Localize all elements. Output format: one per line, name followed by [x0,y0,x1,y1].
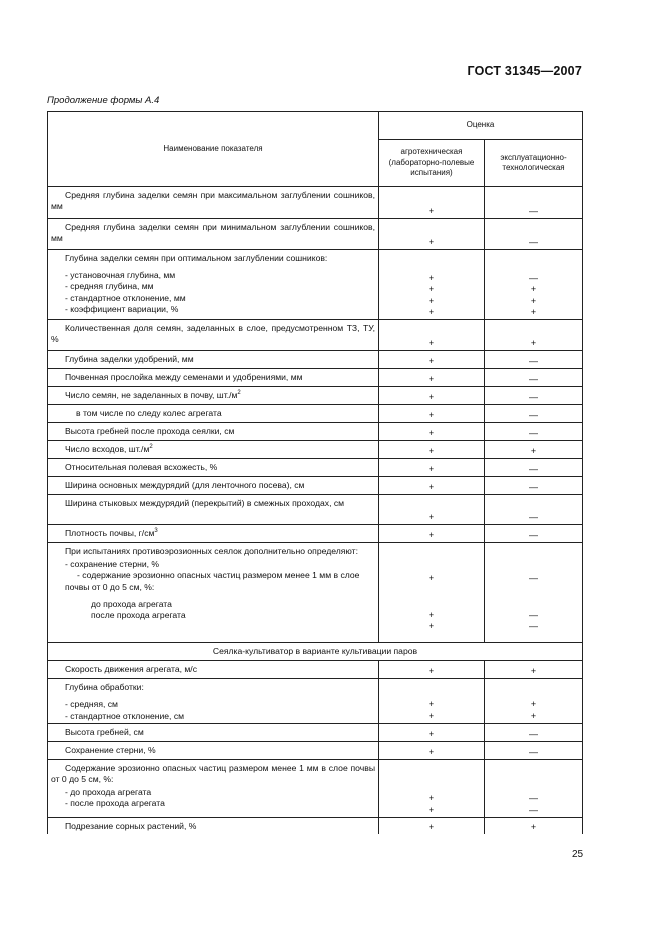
exploit-value: — [529,273,538,284]
form-caption: Продолжение формы А.4 [47,95,160,106]
exploit-value: + [530,306,537,317]
list-item: - содержание эрозионно опасных частиц размером менее 1 мм в слое почвы от 0 до 5 см, %: [65,570,360,592]
table-row [48,459,583,477]
exploit-value: — [485,351,583,369]
row-label: Плотность почвы, $г/см^3$ [48,525,379,543]
header-exploit: эксплуатационно-технологическая [485,140,583,187]
exploit-value: — [529,621,538,632]
exploit-value: — [529,793,538,804]
agro-value: + [379,351,485,369]
table-row [48,441,583,459]
row-label: Число семян, не заделанных в почву, $шт./м^2$ [48,387,379,405]
table-row [48,405,583,423]
exploit-value: — [485,495,583,525]
agro-value: + [428,295,435,306]
agro-value: + [379,387,485,405]
exploit-value: — [485,477,583,495]
agro-value: + [428,573,435,583]
table-row [48,423,583,441]
agro-value: + [379,477,485,495]
list-item: - сохранение стерни, % [65,559,160,570]
table-row [48,477,583,495]
table-row [48,543,583,643]
row-label: Почвенная прослойка между семенами и удобрениями, мм [48,369,379,387]
agro-value: + [379,525,485,543]
table-row [48,759,583,817]
list-item: - коэффициент вариации, % [65,303,179,314]
header-agro: агротехническая (лабораторно-полевые испытания) [379,140,485,187]
row-label: Глубина заделки удобрений, мм [48,351,379,369]
row-label: Глубина обработки: [65,682,144,693]
agro-value: + [428,284,435,295]
header-indicator: Наименование показателя [48,112,379,187]
agro-value: + [379,459,485,477]
exploit-value: — [485,741,583,759]
table-row [48,723,583,741]
table-row [48,817,583,834]
agro-value: + [379,405,485,423]
exploit-value: — [485,387,583,405]
row-label: Высота гребней после прохода сеялки, см [48,423,379,441]
exploit-value: — [529,573,538,583]
exploit-value: — [529,804,538,815]
table-row [48,369,583,387]
agro-value: + [428,793,435,804]
row-label: Скорость движения агрегата, м/с [48,661,379,679]
row-label: Ширина стыковых междурядий (перекрытий) в смежных проходах, см [48,495,379,525]
row-label: Высота гребней, см [48,723,379,741]
agro-value: + [379,441,485,459]
list-item: - до прохода агрегата [65,787,152,798]
table-row [48,351,583,369]
exploit-value: + [485,817,583,834]
list-item: - стандартное отклонение, см [65,710,185,721]
row-label: Количественная доля семян, заделанных в слое, предусмотренном ТЗ, ТУ, % [48,320,379,351]
table-row [48,679,583,724]
row-label: При испытаниях противоэрозионных сеялок дополнительно определяют: [65,546,358,556]
list-subitem: после прохода агрегата [91,610,186,621]
header-rating: Оценка [379,112,583,140]
exploit-value: + [530,699,537,710]
row-label: Подрезание сорных растений, % [48,817,379,834]
table-row [48,320,583,351]
agro-value: + [428,710,435,721]
agro-value: + [379,320,485,351]
agro-value: + [428,699,435,710]
agro-value: + [379,723,485,741]
agro-value: + [428,273,435,284]
exploit-value: — [529,610,538,621]
agro-value: + [379,219,485,250]
row-label: Средняя глубина заделки семян при минимальном заглублении сошников, мм [48,219,379,250]
agro-value: + [428,621,435,632]
table-row [48,187,583,219]
row-label: Ширина основных междурядий (для ленточного посева), см [48,477,379,495]
agro-value: + [379,741,485,759]
exploit-value: + [530,710,537,721]
row-label: Содержание эрозионно опасных частиц размером менее 1 мм в слое почвы от 0 до 5 см, %: [51,762,375,785]
table-row [48,661,583,679]
table-row [48,741,583,759]
list-item: - средняя, см [65,699,118,710]
list-item: - стандартное отклонение, мм [65,292,186,303]
table-row [48,219,583,250]
agro-value: + [379,661,485,679]
exploit-value: — [485,405,583,423]
row-label: Глубина заделки семян при оптимальном заглублении сошников: [65,253,328,263]
agro-value: + [428,610,435,621]
exploit-value: + [485,661,583,679]
exploit-value: + [530,284,537,295]
list-item: - после прохода агрегата [65,798,165,809]
exploit-value: + [485,441,583,459]
table-row [48,387,583,405]
standard-number: ГОСТ 31345—2007 [467,64,582,78]
agro-value: + [428,804,435,815]
exploit-value: — [485,459,583,477]
table-row [48,495,583,525]
row-label: Средняя глубина заделки семян при максимальном заглублении сошников, мм [48,187,379,219]
row-label: Относительная полевая всхожесть, % [48,459,379,477]
exploit-value: — [485,219,583,250]
agro-value: + [379,369,485,387]
table-row [48,250,583,320]
exploit-value: — [485,723,583,741]
exploit-value: — [485,369,583,387]
table-section-row [48,643,583,661]
exploit-value: — [485,423,583,441]
agro-value: + [379,187,485,219]
table-row [48,525,583,543]
exploit-value: — [485,525,583,543]
row-label: в том числе по следу колес агрегата [48,405,379,423]
list-item: - средняя глубина, мм [65,281,154,292]
agro-value: + [379,495,485,525]
list-item: - установочная глубина, мм [65,270,176,281]
exploit-value: + [485,320,583,351]
exploit-value: + [530,295,537,306]
section-title: Сеялка-культиватор в варианте культивации паров [48,643,583,661]
agro-value: + [428,306,435,317]
indicators-table [47,111,583,834]
list-subitem: до прохода агрегата [91,598,172,609]
page-number: 25 [572,849,584,860]
row-label: Число всходов, $шт./м^2$ [48,441,379,459]
agro-value: + [379,423,485,441]
exploit-value: — [485,187,583,219]
row-label: Сохранение стерни, % [48,741,379,759]
agro-value: + [379,817,485,834]
